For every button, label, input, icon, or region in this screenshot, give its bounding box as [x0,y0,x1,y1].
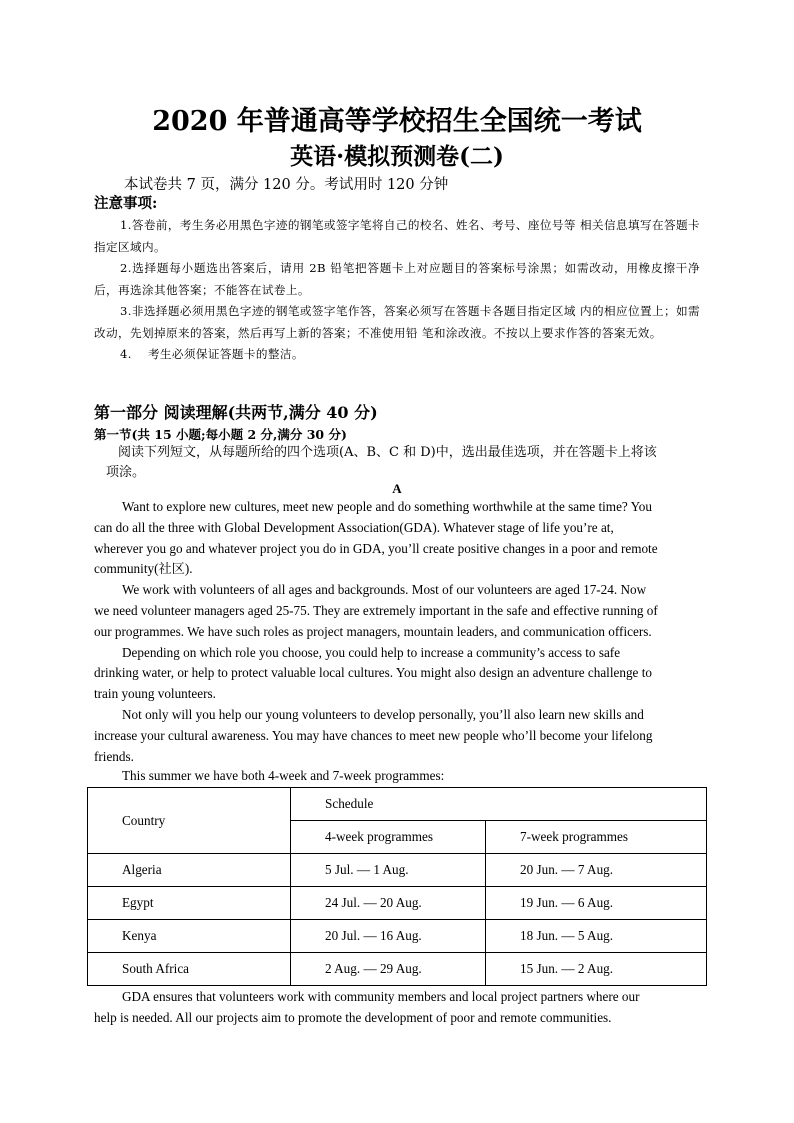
text-line: Want to explore new cultures, meet new people and do something worthwhile at the same time? You [122,499,652,514]
paragraph [94,705,696,767]
text-line: community(社区). [94,561,193,577]
schedule-table [87,787,707,986]
cell-4week: 20 Jul. — 16 Aug. [291,920,486,953]
notice-item: 3.非选择题必须用黑色字迹的钢笔或签字笔作答，答案必须写在答题卡各题目指定区域 内的相应位置上；如需改动，先划掉原来的答案，然后再写上新的答案；不准使用铅 笔和涂改液。不按以上要求作答的答案无效。 [94,304,700,340]
header-country: Country [88,788,291,854]
passage-letter: A [392,481,402,496]
cell-country: Kenya [88,920,291,953]
text-line: GDA ensures that volunteers work with community members and local project partners where our [122,989,640,1004]
cell-7week: 19 Jun. — 6 Aug. [486,887,707,920]
text-line: our programmes. We have such roles as project managers, mountain leaders, and communication officers. [94,623,652,639]
text-line: wherever you go and whatever project you do in GDA, you’ll create positive changes in a poor and remote [94,540,658,556]
cell-country: Egypt [88,887,291,920]
text-line: Depending on which role you choose, you could help to increase a community’s access to safe [122,644,621,660]
cell-7week: 18 Jun. — 5 Aug. [486,920,707,953]
table-header-row [88,788,707,821]
exam-subtitle: 英语·模拟预测卷(二) [290,143,504,170]
text-line: Not only will you help our young volunteers to develop personally, you’ll also learn new skills and [122,706,644,722]
text-line: we need volunteer managers aged 25-75. They are extremely important in the safe and effective running of [94,602,658,618]
notice-item: 4. 考生必须保证答题卡的整洁。 [120,347,304,361]
header-7week: 7-week programmes [486,821,707,854]
cell-4week: 5 Jul. — 1 Aug. [291,854,486,887]
exam-intro: 本试卷共 7 页，满分 120 分。考试用时 120 分钟 [124,177,449,193]
paragraph [94,643,696,705]
table-row [88,953,707,986]
text-line: help is needed. All our projects aim to promote the development of poor and remote communities. [94,1009,612,1025]
notice-item: 2.选择题每小题选出答案后，请用 2B 铅笔把答题卡上对应题目的答案标号涂黑；如需改动，用橡皮擦干净后，再选涂其他答案；不能答在试卷上。 [94,261,700,297]
schedule-intro: This summer we have both 4-week and 7-week programmes: [122,768,445,783]
text-line: train young volunteers. [94,686,216,702]
table-row [88,854,707,887]
notice-heading: 注意事项: [94,195,158,212]
cell-4week: 24 Jul. — 20 Aug. [291,887,486,920]
text-line: We work with volunteers of all ages and backgrounds. Most of our volunteers are aged 17-24. Now [122,582,647,598]
cell-country: Algeria [88,854,291,887]
instruction-line: 阅读下列短文，从每题所给的四个选项(A、B、C 和 D)中，选出最佳选项，并在答题卡上将该 [118,445,657,460]
header-4week: 4-week programmes [291,821,486,854]
passage-body [94,497,696,767]
cell-7week: 20 Jun. — 7 Aug. [486,854,707,887]
section1-heading: 第一节(共 15 小题;每小题 2 分,满分 30 分) [94,427,347,442]
cell-country: South Africa [88,953,291,986]
exam-title: 2020 年普通高等学校招生全国统一考试 [152,106,642,137]
notice-item: 1.答卷前，考生务必用黑色字迹的钢笔或签字笔将自己的校名、姓名、考号、座位号等 相关信息填写在答题卡指定区域内。 [94,218,700,254]
text-line: can do all the three with Global Development Association(GDA). Whatever stage of life you’re at, [94,519,614,535]
text-line: friends. [94,748,134,764]
text-line: drinking water, or help to protect valuable local cultures. You might also design an adventure challenge to [94,665,652,681]
paragraph [94,580,696,642]
text-line: increase your cultural awareness. You may have chances to meet new people who’ll become your lifelong [94,727,653,743]
header-schedule: Schedule [291,788,707,821]
instruction-line: 项涂。 [106,465,146,480]
part1-heading: 第一部分 阅读理解(共两节,满分 40 分) [94,403,378,422]
notice-list [94,215,700,366]
table-row [88,920,707,953]
cell-7week: 15 Jun. — 2 Aug. [486,953,707,986]
closing-paragraph [94,987,696,1029]
cell-4week: 2 Aug. — 29 Aug. [291,953,486,986]
paragraph [94,497,696,580]
table-row [88,887,707,920]
instructions [94,443,704,483]
